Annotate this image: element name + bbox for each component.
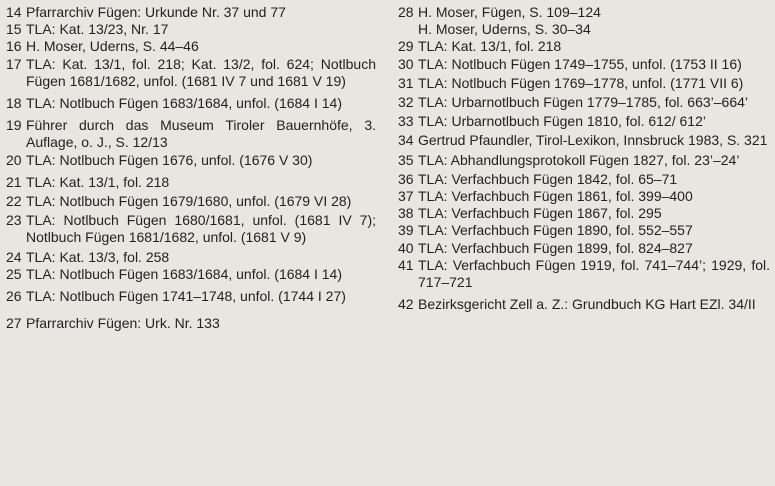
footnote — [398, 38, 770, 55]
footnote-text: TLA: Notlbuch Fügen 1683/1684, unfol. (1684 I 14) — [26, 265, 342, 282]
footnote-number: 20 — [6, 151, 22, 168]
footnote-number: 33 — [398, 113, 414, 130]
footnote — [398, 132, 770, 149]
footnote — [6, 266, 376, 283]
footnote-text: Gertrud Pfaundler, Tirol-Lexikon, Innsbruck 1983, S. 321 — [418, 132, 768, 149]
footnote-text: TLA: Kat. 13/1, fol. 218 — [26, 173, 170, 190]
footnote-text: TLA: Verfachbuch Fügen 1867, fol. 295 — [418, 205, 662, 222]
footnote-number: 14 — [6, 4, 22, 20]
footnote-number: 26 — [6, 288, 22, 305]
footnote-text: H. Moser, Uderns, S. 44–46 — [26, 38, 199, 55]
footnote — [398, 222, 770, 239]
footnote-number: 42 — [398, 296, 414, 313]
footnote — [398, 188, 770, 205]
footnote-number: 19 — [6, 117, 22, 134]
footnote — [398, 205, 770, 222]
footnote-text: Bezirksgericht Zell a. Z.: Grundbuch KG Hart EZl. 34/II — [418, 296, 756, 313]
footnote — [398, 94, 770, 111]
footnote — [398, 171, 770, 188]
footnote-number: 36 — [398, 170, 414, 187]
footnote-number: 22 — [6, 193, 22, 210]
footnote — [6, 95, 376, 112]
footnote-number: 23 — [6, 212, 22, 229]
right-footnote-column — [398, 4, 770, 313]
footnote-text: TLA: Verfachbuch Fügen 1842, fol. 65–71 — [418, 170, 678, 187]
footnote-number: 34 — [398, 132, 414, 149]
left-footnote-column — [6, 4, 376, 332]
footnote-text: H. Moser, Fügen, S. 109–124 H. Moser, Uderns, S. 30–34 — [418, 4, 601, 38]
footnote-text: TLA: Verfachbuch Fügen 1890, fol. 552–557 — [418, 222, 693, 239]
footnote-number: 21 — [6, 173, 22, 190]
footnote — [6, 21, 376, 38]
footnote — [398, 113, 770, 130]
footnote-text: TLA: Verfachbuch Fügen 1899, fol. 824–827 — [418, 239, 693, 256]
footnote — [6, 56, 376, 90]
footnote — [6, 193, 376, 210]
footnote-text: Führer durch das Museum Tiroler Bauernhöfe, 3. Auflage, o. J., S. 12/13 — [26, 117, 376, 151]
footnote — [6, 117, 376, 151]
footnote-text: TLA: Notlbuch Fügen 1676, unfol. (1676 V 30) — [26, 151, 313, 168]
footnote-text: TLA: Notlbuch Fügen 1749–1755, unfol. (1753 II 16) — [418, 55, 742, 72]
footnote-number: 30 — [398, 55, 414, 72]
footnote-text: TLA: Kat. 13/1, fol. 218 — [418, 38, 562, 55]
footnote-text: Pfarrarchiv Fügen: Urkunde Nr. 37 und 77 — [26, 4, 286, 20]
footnote-number: 37 — [398, 188, 414, 205]
footnote-text: TLA: Verfachbuch Fügen 1919, fol. 741–744’; 1929, fol. 717–721 — [418, 256, 770, 291]
footnote-number: 41 — [398, 256, 414, 273]
footnote-number: 27 — [6, 315, 22, 332]
footnote-number: 15 — [6, 21, 22, 38]
footnote-number: 32 — [398, 94, 414, 111]
footnote — [6, 249, 376, 266]
footnote — [398, 152, 770, 169]
footnote-number: 40 — [398, 239, 414, 256]
footnote-text: TLA: Kat. 13/3, fol. 258 — [26, 248, 170, 265]
footnote-number: 16 — [6, 38, 22, 55]
footnote — [398, 4, 770, 38]
footnote-number: 17 — [6, 55, 22, 72]
footnote-text: TLA: Urbarnotlbuch Fügen 1779–1785, fol. 663’–664’ — [418, 94, 749, 111]
footnote-text: TLA: Verfachbuch Fügen 1861, fol. 399–400 — [418, 188, 693, 205]
footnote — [398, 75, 770, 92]
footnote — [6, 4, 376, 21]
footnote-text: TLA: Notlbuch Fügen 1683/1684, unfol. (1684 I 14) — [26, 95, 342, 112]
footnote-text: TLA: Kat. 13/1, fol. 218; Kat. 13/2, fol. 624; Notlbuch Fügen 1681/1682, unfol. (1681 IV 7 und 1681 V 19) — [26, 55, 376, 89]
footnote-number: 29 — [398, 38, 414, 55]
footnote — [6, 152, 376, 169]
footnote-text: Pfarrarchiv Fügen: Urk. Nr. 133 — [26, 315, 220, 332]
footnote — [6, 38, 376, 55]
footnote-text: TLA: Abhandlungsprotokoll Fügen 1827, fol. 23’–24’ — [418, 151, 740, 168]
footnote-text: TLA: Notlbuch Fügen 1741–1748, unfol. (1744 I 27) — [26, 288, 346, 305]
footnote — [6, 212, 376, 246]
footnote-number: 24 — [6, 248, 22, 265]
footnote-text: TLA: Notlbuch Fügen 1769–1778, unfol. (1771 VII 6) — [418, 74, 744, 91]
footnote-number: 38 — [398, 205, 414, 222]
footnote — [6, 315, 376, 332]
footnote-number: 18 — [6, 95, 22, 112]
footnote-text: TLA: Notlbuch Fügen 1679/1680, unfol. (1679 VI 28) — [26, 193, 352, 210]
footnote — [6, 174, 376, 191]
footnote-text: TLA: Notlbuch Fügen 1680/1681, unfol. (1681 IV 7); Notlbuch Fügen 1681/1682, unfol. (1681 V 9) — [26, 212, 376, 246]
footnote-number: 28 — [398, 4, 414, 20]
footnote — [398, 257, 770, 291]
footnote-number: 25 — [6, 265, 22, 282]
footnote-number: 31 — [398, 74, 414, 91]
footnote-text: TLA: Kat. 13/23, Nr. 17 — [26, 21, 169, 38]
footnote-text: TLA: Urbarnotlbuch Fügen 1810, fol. 612/ 612’ — [418, 113, 706, 130]
footnote — [398, 240, 770, 257]
footnote — [398, 56, 770, 73]
footnote — [398, 296, 770, 313]
footnote-number: 39 — [398, 222, 414, 239]
footnote-number: 35 — [398, 151, 414, 168]
footnote — [6, 288, 376, 305]
